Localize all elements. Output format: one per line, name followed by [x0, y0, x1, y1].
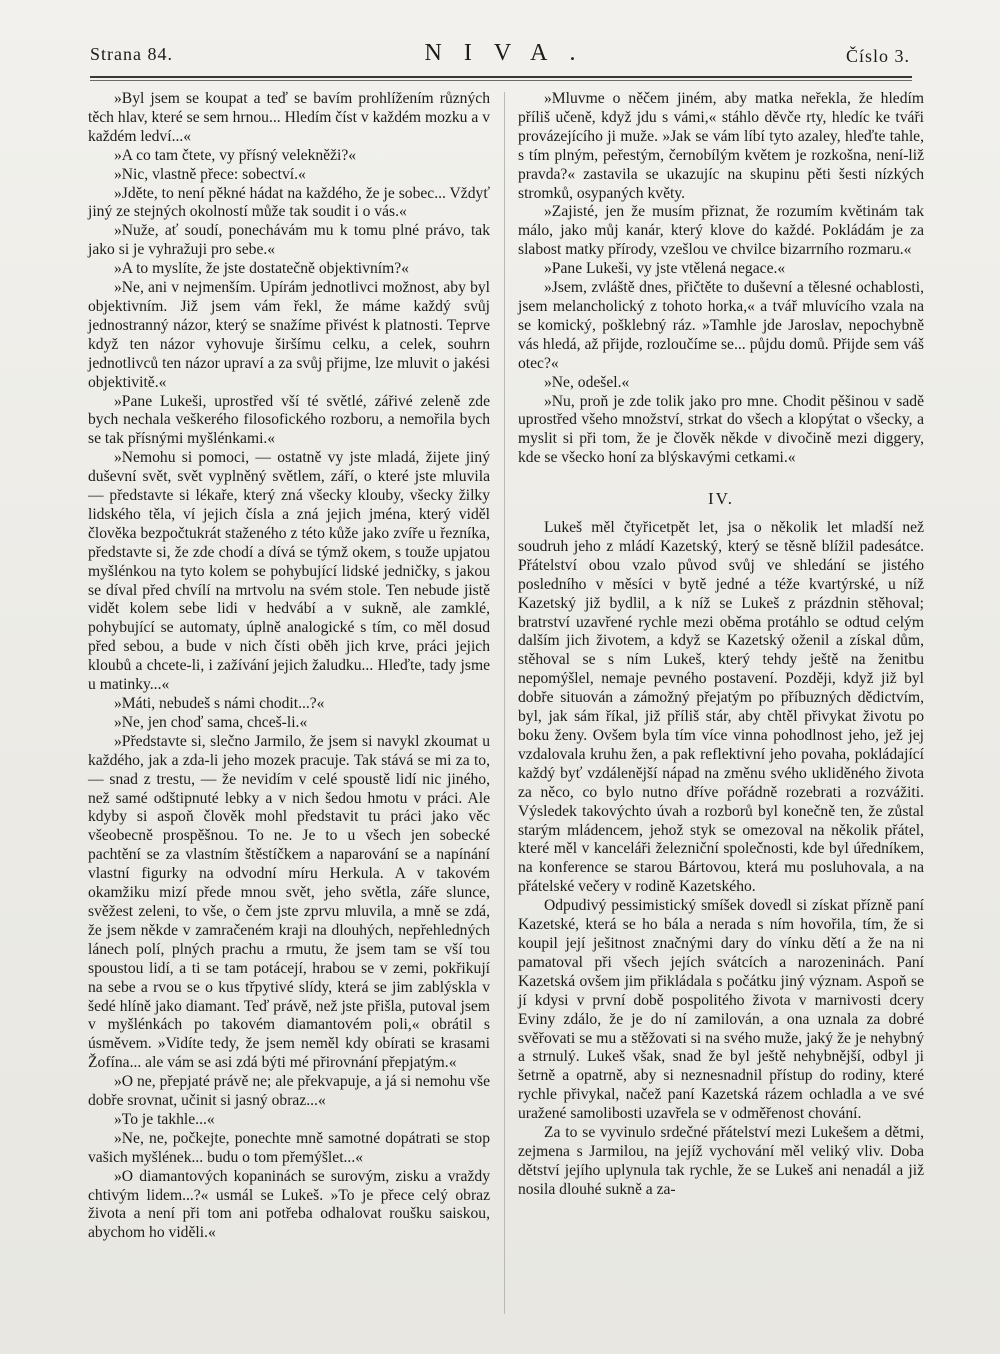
paragraph: »O ne, přepjaté právě ne; ale překvapuje, a já si nemohu vše dobře srovnat, učinit si jasný obraz...«: [88, 1073, 490, 1110]
paragraph: »Nu, proň je zde tolik jako pro mne. Chodit pěšinou v sadě uprostřed všeho množství, strkat do všech a klopýtat o všecky, a myslit si při tom, že je člověk někde v divočině mezi diggery, kde se všecko honí za blýskavými cetkami.«: [518, 392, 924, 467]
section-heading: IV.: [708, 489, 734, 509]
issue-number: Číslo 3.: [845, 46, 910, 66]
journal-title: NIVA.: [424, 40, 598, 66]
paragraph: »Ne, ne, počkejte, ponechte mně samotné dopátrati se stop vašich myšlének... budu o tom přemýšlet...«: [88, 1129, 490, 1166]
paragraph: »Ne, ani v nejmenším. Upírám jednotlivci možnost, aby byl objektivním. Již jsem vám řekl, že máme každý svůj jednostranný názor, který se snažíme přivést k platnosti. Teprve když ten názor vyhovuje širšímu celku, a celek, souhrn jednotlivců ten názor upraví a za svůj přijme, lze mluvit o jakési objektivitě.«: [88, 279, 490, 391]
paragraph: Za to se vyvinulo srdečné přátelství mezi Lukešem a dětmi, zejmena s Jarmilou, na jejíž vychování měl veliký vliv. Doba dětství jejího uplynula tak rychle, že se Lukeš ani nenadál a již nosila dlouhé sukně a za-: [518, 1124, 924, 1198]
paragraph: »O diamantových kopaninách se surovým, zisku a vraždy chtivým lidem...?« usmál se Lukeš. »To je přece celý obraz života a není při tom ani potřeba odhalovat roušku saiskou, abychom ho viděli.«: [88, 1167, 490, 1242]
header-rule-thin: [90, 80, 912, 81]
paragraph: »A co tam čtete, vy přísný velekněži?«: [114, 146, 357, 164]
paragraph: »Nemohu si pomoci, — ostatně vy jste mladá, žijete jiný duševní svět, svět vyplněný světlem, září, o které jste mluvila — představte si lékaře, který zná všecky klouby, všecky žilky lidského těla, ví jejich čísla a zná jejich jména, který viděl člověka bezpočtukrát staženého z této kůže jako zvíře u řezníka, představte si, že zde chodí a dívá se týmž okem, s touže upjatou myšlénkou na tyto kolem se pohybující lidské jedničky, s jakou se díval před chvílí na mrtvolu na svém stole. Ten nebude jistě vidět kolem sebe lidi v hedvábí a v sukně, ale zamklé, pohybující se automaty, úplně analogické s tím, co měl dosud před sebou, a bude v nich čísti oběh jich krve, práci jejich kloubů a chcete-li, i zažívání jejich žaludku... Hleďte, tady jsme u matinky...«: [88, 449, 490, 694]
page-header: [90, 40, 910, 76]
paragraph: »Mluvme o něčem jiném, aby matka neřekla, že hledím příliš učeně, když jdu s vámi,« stáhlo děvče rty, hledíc ke tváři provázejícího ji muže. »Jak se vám líbí tyto azaley, hleďte tahle, s tím plným, peřestým, černobílým květem je rozkošna, není-liž pravda?« zastavila se ukazujíc na skupinu pěti šesti nízkých stromků, osypaných květy.: [518, 90, 924, 202]
paragraph: »To je takhle...«: [114, 1110, 215, 1128]
left-column: [88, 90, 490, 1243]
page-number: Strana 84.: [90, 44, 173, 64]
paragraph: »Jsem, zvláště dnes, přičtěte to duševní a tělesné ochablosti, jsem melancholický z tohoto horka,« a tvář mluvícího vzala na se komický, pošklebný ráz. »Tamhle jde Jaroslav, nepochybně vás hledá, až přijde, rozloučíme se... půjdu domů. Přijde sem váš otec?«: [518, 279, 924, 372]
paragraph: »Máti, nebudeš s námi chodit...?«: [114, 695, 325, 712]
paragraph: »Ne, odešel.«: [544, 373, 630, 391]
paragraph: »Nuže, ať soudí, ponechávám mu k tomu plné právo, tak jako si je vyhražuji pro sebe.«: [88, 222, 490, 259]
right-column: [518, 90, 924, 1200]
header-rule: [90, 76, 912, 78]
paragraph: »Nic, vlastně přece: sobectví.«: [114, 165, 306, 183]
paragraph: »Zajisté, jen že musím přiznat, že rozumím květinám tak málo, jako můj kanár, který klove do každé. Pokládám je za slabost matky přírody, vzešlou ve chvilce bizarrního rozmaru.«: [518, 203, 924, 259]
paragraph: Odpudivý pessimistický smíšek dovedl si získat přízně paní Kazetské, která se ho bála a nerada s ním hovořila, tím, že si koupil její ješitnost značnými dary do vínku dětí a že na ni pamatoval při všech jejích svátcích a narozeninách. Paní Kazetská ovšem jim přikládala s počátku jiný význam. Aspoň se jí kdysi v první době pospolitého života v marnivosti dcery Eviny zdálo, že je do ní zamilován, a ona uznala za dobré svěřovati se mu a stěžovati si na svého muže, jaký že je nehybný a strnulý. Lukeš však, snad že byl ještě nehybnější, odbyl ji šetrně a opatrně, aby si neznesnadnil přístup do rodiny, které rychle přivykal, načež paní Kazetská rázem ochladla a ve své uražené samolibosti uzavřela se v odměřenost chování.: [518, 897, 924, 1123]
column-divider: [504, 92, 505, 1314]
paragraph: »A to myslíte, že jste dostatečně objektivním?«: [114, 260, 409, 278]
paragraph: Lukeš měl čtyřicetpět let, jsa o několik let mladší než soudruh jeho z mládí Kazetský, který se těsně blížil padesátce. Přátelství obou vzalo původ svůj ve shledání se jistého posledního v měsíci v bytě jedné a téže kvartýrské, u níž Kazetský již bydlil, a k níž se Lukeš z prázdnin stěhoval; bratrství uzavřené rychle mezi oběma protáhlo se odtud celým dalším jich životem, a když se Kazetský oženil a získal dům, stěhoval se s ním Lukeš, který tehdy ještě na ženitbu nepomýšlel, nemaje pevného postavení. Později, když již byl dobře situován a zámožný přejatým po příbuzných dědictvím, byl, jak sám říkal, již příliš stár, aby chtěl přivykat životu po boku ženy. Ovšem byla tím více vinna pohodlnost jeho, jež jej vzdalovala kruhu žen, a pak reflektivní jeho povaha, pokládající každý byť vzdálenější nápad na změnu svého ukliděného života za něco, co bylo nutno dříve pořádně rozebrati a rozvážiti. Výsledek takovýchto úvah a rozborů byl konečně ten, že zůstal starým mládencem, jehož styk se omezoval na několik přátel, které měl v kanceláři železniční společnosti, kde byl úředníkem, na konference se starou Bártovou, která mu posluhovala, a na přátelské večery v rodině Kazetského.: [518, 519, 924, 896]
paragraph: »Představte si, slečno Jarmilo, že jsem si navykl zkoumat u každého, jak a zda-li jeho mozek pracuje. Tak stává se mi za to, — snad z trestu, — že nevidím v celé spoustě lidí nic jiného, než samé odštipnuté lebky a v nich šedou hmotu v práci. Ale kdyby si aspoň člověk mohl představit tu práci jako věc všeobecně prospěšnou. To ne. Je to u všech jen sobecké pachtění se za vlastním štěstíčkem a naparování se a napínání vlastní figurky na odvodní míru Herkula. A v takovém okamžiku mizí přede mnou svět, jeho světla, záře slunce, svěžest zeleni, to vše, o čem jste zprvu mluvila, a mně se zdá, že jsem někde v zamračeném kraji na dlouhých, nepřehledných lánech polí, plných prachu a rmutu, že jsem tam se vší tou spoustou lidí, a ti se tam potácejí, hrabou se v zemi, pokřikují na sebe a rvou se o kus třpytivé slídy, která se jim zablýskla v šedé hlíně jako diamant. Teď právě, než jste přišla, putoval jsem v myšlénkách po takovém diamantovém poli,« obrátil s úsměvem. »Vidíte tedy, že jsem neměl kdy obírati se krasami Žofína... ale vám se asi zdá býti mé přirovnání přepjatým.«: [88, 732, 490, 1072]
paragraph: »Ne, jen choď sama, chceš-li.«: [114, 713, 308, 731]
paragraph: »Pane Lukeši, vy jste vtělená negace.«: [544, 260, 786, 278]
paragraph: »Jděte, to není pěkné hádat na každého, že je sobec... Vždyť jiný ze stejných okolností může tak soudit i o vás.«: [88, 184, 490, 221]
paragraph: »Byl jsem se koupat a teď se bavím prohlížením různých těch hlav, které se sem hrnou... Hledím číst v každém mozku a v každém ledví...«: [88, 90, 490, 145]
paragraph: »Pane Lukeši, uprostřed vší té světlé, zářivé zeleně zde bych nechala veškerého filosofického rozboru, a nemořila bych se tak přísnými myšlénkami.«: [88, 392, 490, 448]
